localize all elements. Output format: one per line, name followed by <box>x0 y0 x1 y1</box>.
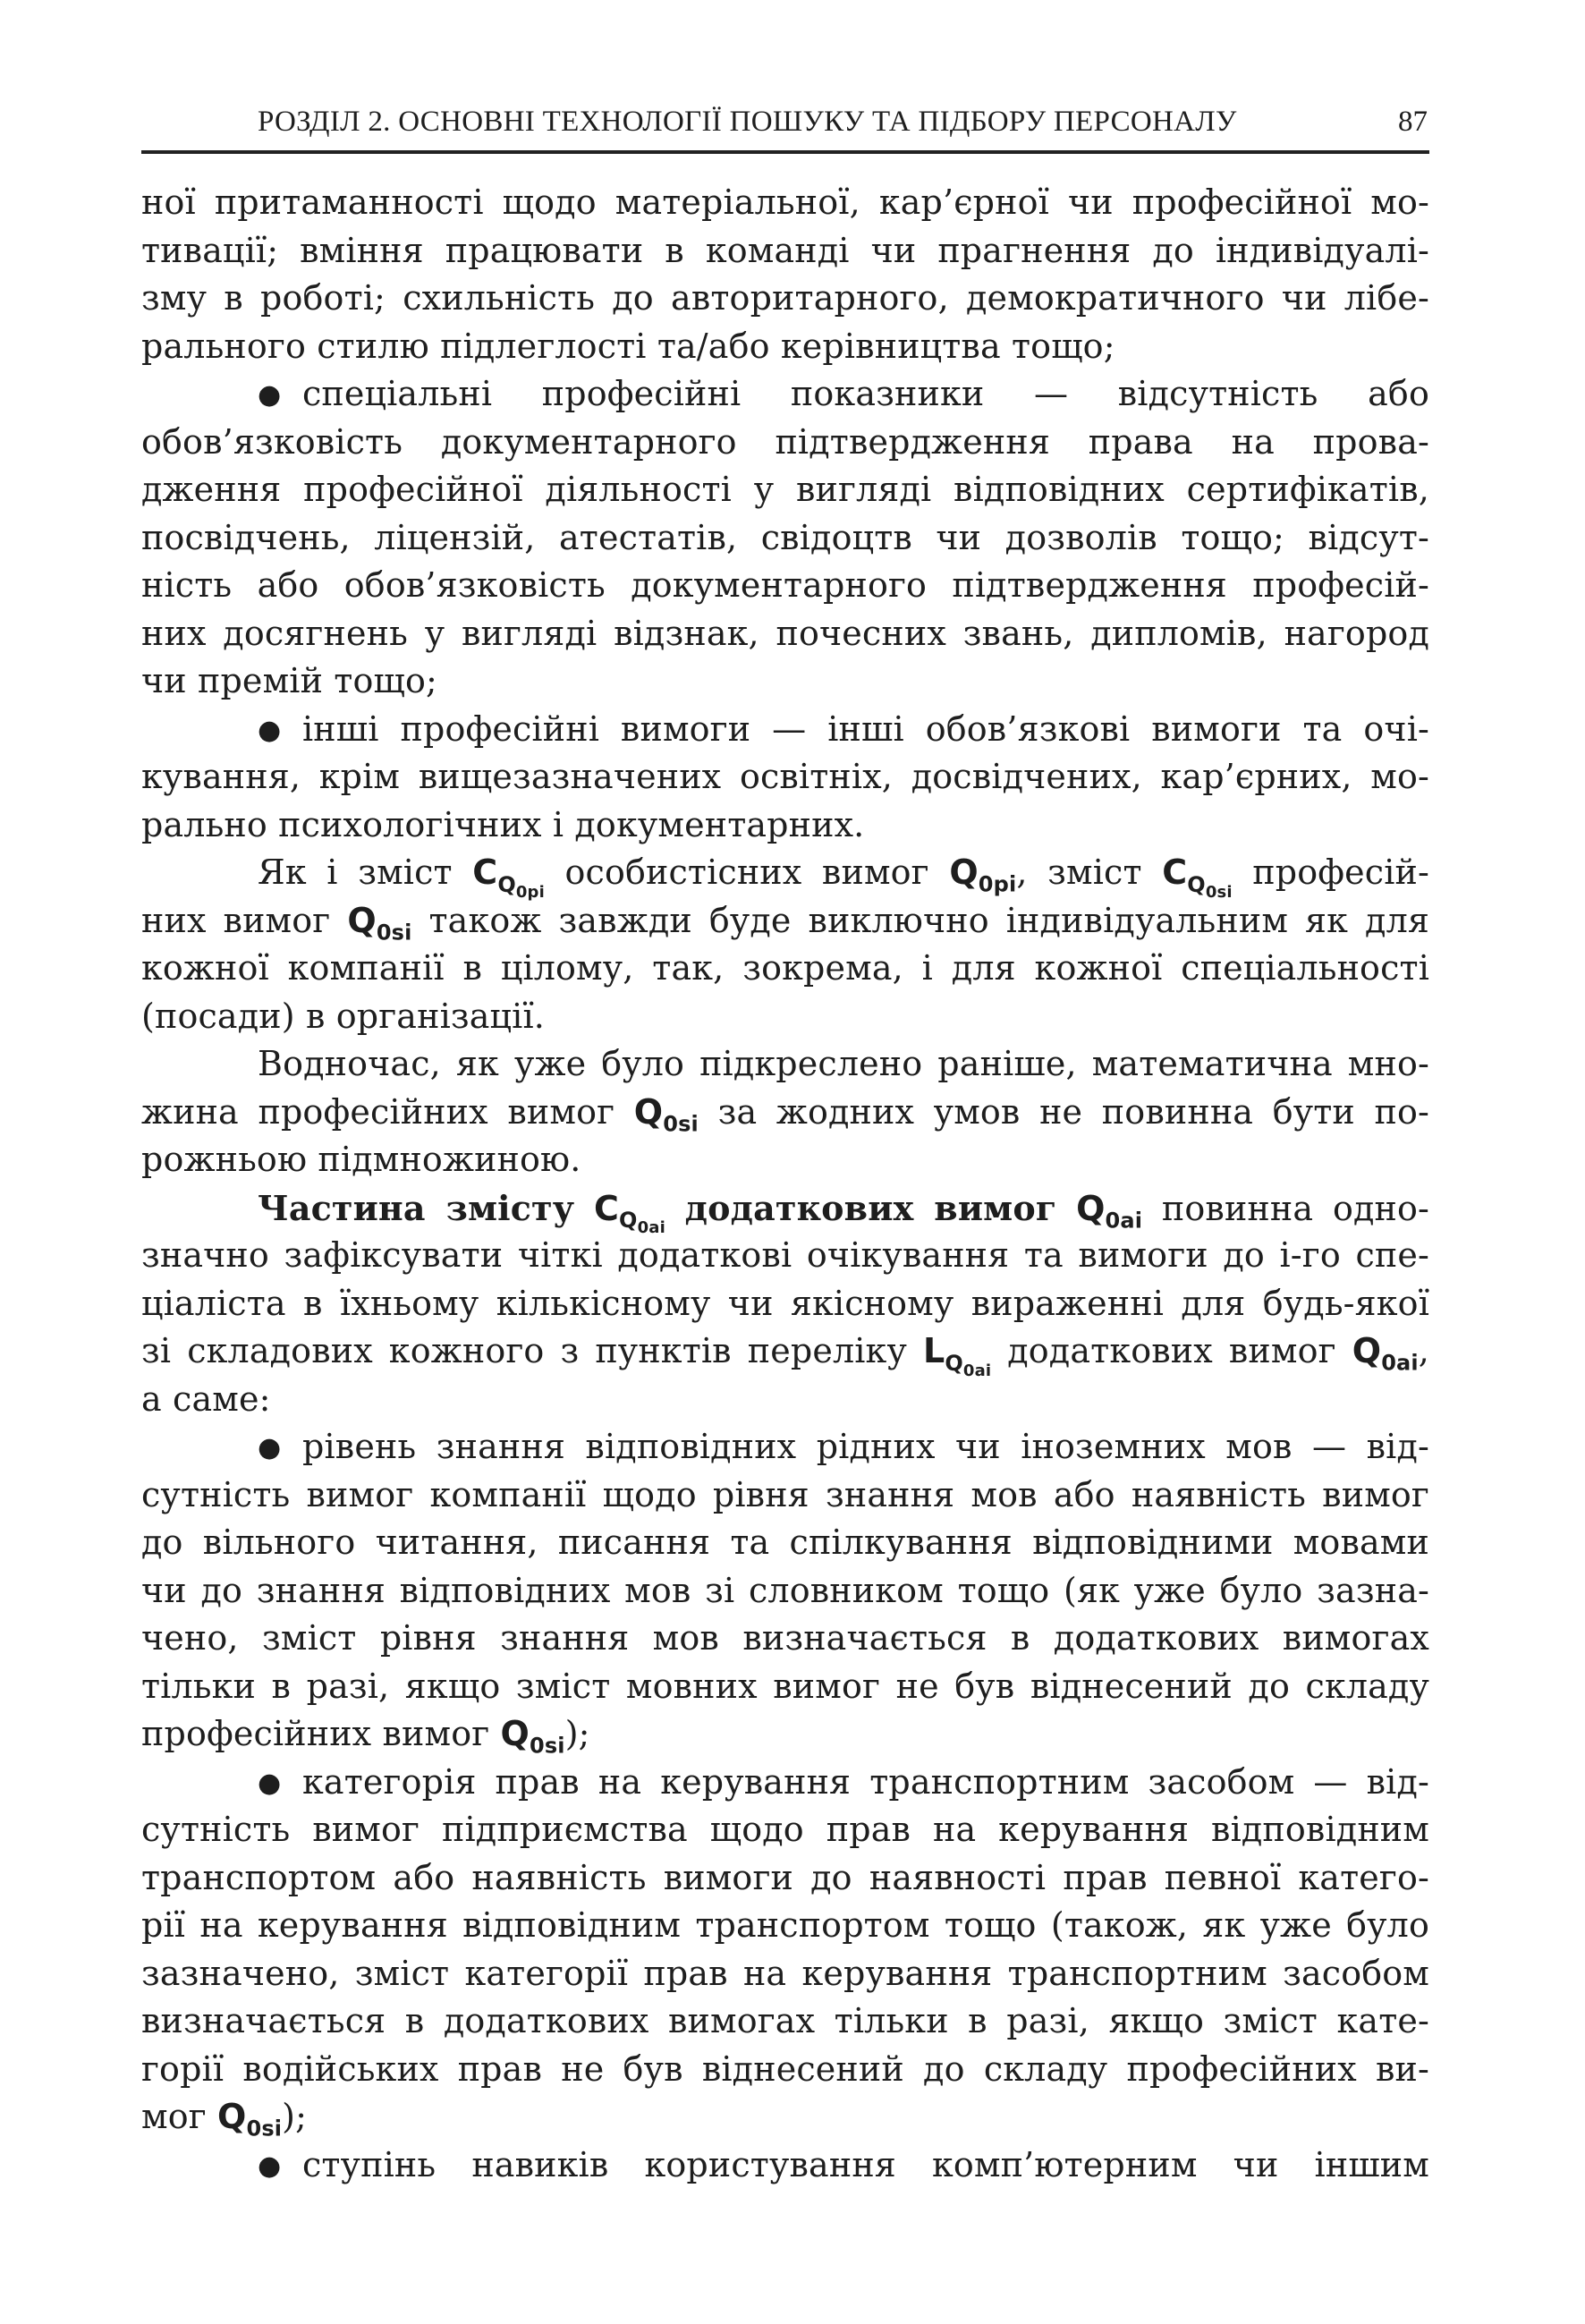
formula-symbol: $C_{Q_{0si}}$ <box>1162 852 1233 902</box>
paragraph <box>141 849 1429 1040</box>
text-line: Водночас, як уже було підкреслено раніше, математична мно- <box>258 1044 1429 1083</box>
formula-symbol: $C_{Q_{0ai}}$ <box>593 1188 665 1237</box>
text-span: них вимог <box>141 900 331 940</box>
formula-symbol: $Q_{0ai}$ <box>1076 1188 1143 1234</box>
text-span: професійних вимог <box>141 1714 490 1753</box>
text-line: інші професійні вимоги — інші обов’язкові вимоги та очі- <box>302 708 1429 749</box>
text-line: сутність вимог компанії щодо рівня знання мов або наявність вимог <box>141 1474 1429 1514</box>
formula-symbol: $Q_{0si}$ <box>347 900 412 946</box>
bullet-icon: ● <box>258 714 282 746</box>
body-text <box>141 179 1429 2189</box>
paragraph <box>141 1040 1429 1184</box>
text-line: категорія прав на керування транспортним засобом — від- <box>302 1761 1429 1802</box>
text-span: зі складових кожного з пунктів переліку <box>141 1331 907 1370</box>
text-line: обов’язковість документарного підтвердження права на прова- <box>141 421 1429 462</box>
text-line: ціаліста в їхньому кількісному чи якісному вираженні для будь-якої <box>141 1283 1429 1323</box>
text-span: додаткових вимог <box>1007 1331 1336 1370</box>
text-line: рожньою підмножиною. <box>141 1140 581 1179</box>
list-item <box>141 706 1429 850</box>
bullet-icon: ● <box>258 1767 282 1799</box>
text-span: Як і зміст <box>258 852 453 892</box>
text-line: значно зафіксувати чіткі додаткові очікування та вимоги до і-го спе- <box>141 1235 1429 1275</box>
text-line: горії водійських прав не був віднесений до складу професійних ви- <box>141 2048 1429 2089</box>
formula-symbol: $Q_{0si}$ <box>217 2097 283 2142</box>
text-line: дження професійної діяльності у вигляді відповідних сертифікатів, <box>141 470 1429 509</box>
text-span: професій- <box>1252 852 1429 892</box>
text-line: (посади) в організації. <box>141 996 545 1036</box>
text-line: чено, зміст рівня знання мов визначається в додаткових вимогах <box>141 1618 1429 1658</box>
text-line: сутність вимог підприємства щодо прав на керування відповідним <box>141 1810 1429 1849</box>
text-span: ); <box>282 2097 308 2136</box>
text-span: ); <box>564 1714 590 1753</box>
text-span: також завжди буде виключно індивідуальним як для <box>428 900 1429 940</box>
formula-symbol: $Q_{0ai}$ <box>1352 1331 1419 1376</box>
text-line: спеціальні професійні показники — відсутність або <box>302 374 1429 413</box>
bold-heading-span: Частина змісту <box>258 1187 575 1228</box>
text-line: посвідчень, ліцензій, атестатів, свідоцтв чи дозволів тощо; відсут- <box>141 517 1429 557</box>
bullet-icon: ● <box>258 1432 282 1463</box>
text-line: тільки в разі, якщо зміст мовних вимог не був віднесений до складу <box>141 1666 1429 1706</box>
bullet-icon: ● <box>258 379 282 411</box>
list-item <box>141 1423 1429 1759</box>
text-line: тивації; вміння працювати в команді чи прагнення до індивідуалі- <box>141 230 1429 270</box>
text-line: рального стилю підлеглості та/або керівництва тощо; <box>141 326 1115 366</box>
text-line: рально психологічних і документарних. <box>141 804 865 844</box>
text-span: особистісних вимог <box>564 852 929 892</box>
page-number: 87 <box>1398 106 1428 138</box>
text-line: ступінь навиків користування комп’ютерним чи іншим <box>302 2144 1429 2184</box>
list-item <box>141 1759 1429 2142</box>
list-item <box>141 2142 1429 2190</box>
text-span: мог <box>141 2097 207 2136</box>
text-span: за жодних умов не повинна бути по- <box>717 1091 1430 1132</box>
formula-symbol: $Q_{0si}$ <box>500 1714 565 1759</box>
text-line: а саме: <box>141 1378 271 1419</box>
text-line: визначається в додаткових вимогах тільки в разі, якщо зміст кате- <box>141 2001 1429 2040</box>
list-item <box>141 370 1429 706</box>
text-line: кування, крім вищезазначених освітніх, досвідчених, кар’єрних, мо- <box>141 757 1429 796</box>
text-line: ної притаманності щодо матеріальної, кар’єрної чи професійної мо- <box>141 182 1429 222</box>
paragraph <box>141 1184 1429 1424</box>
text-line: чи премій тощо; <box>141 661 437 700</box>
formula-symbol: $L_{Q_{0ai}}$ <box>922 1331 992 1380</box>
text-span: жина професійних вимог <box>141 1091 615 1132</box>
bullet-icon: ● <box>258 2150 282 2182</box>
text-line: кожної компанії в цілому, так, зокрема, і для кожної спеціальності <box>141 948 1429 988</box>
text-line: ність або обов’язковість документарного підтвердження професій- <box>141 565 1429 605</box>
text-line: зазначено, зміст категорії прав на керування транспортним засобом <box>141 1953 1429 1993</box>
formula-symbol: $C_{Q_{0pi}}$ <box>472 852 545 902</box>
text-line: чи до знання відповідних мов зі словником тощо (як уже було зазна- <box>141 1570 1429 1610</box>
bold-heading-span: додаткових вимог <box>684 1187 1057 1228</box>
text-line: транспортом або наявність вимоги до наявності прав певної катего- <box>141 1857 1429 1897</box>
text-line: до вільного читання, писання та спілкування відповідними мовами <box>141 1522 1429 1562</box>
text-span: , <box>1418 1331 1429 1370</box>
text-line: зму в роботі; схильність до авторитарного, демократичного чи лібе- <box>141 278 1429 318</box>
chapter-title: РОЗДІЛ 2. ОСНОВНІ ТЕХНОЛОГІЇ ПОШУКУ ТА ПІДБОРУ ПЕРСОНАЛУ <box>258 106 1237 138</box>
text-span: , зміст <box>1016 852 1142 892</box>
formula-symbol: $Q_{0pi}$ <box>949 852 1017 897</box>
running-header <box>141 97 1429 154</box>
text-line: них досягнень у вигляді відзнак, почесних звань, дипломів, нагород <box>141 613 1429 653</box>
text-line: рії на керування відповідним транспортом тощо (також, як уже було <box>141 1905 1429 1945</box>
text-span: повинна одно- <box>1161 1188 1430 1228</box>
formula-symbol: $Q_{0si}$ <box>633 1091 699 1137</box>
text-line: рівень знання відповідних рідних чи іноземних мов — від- <box>302 1427 1429 1466</box>
paragraph-continuation <box>141 179 1429 370</box>
